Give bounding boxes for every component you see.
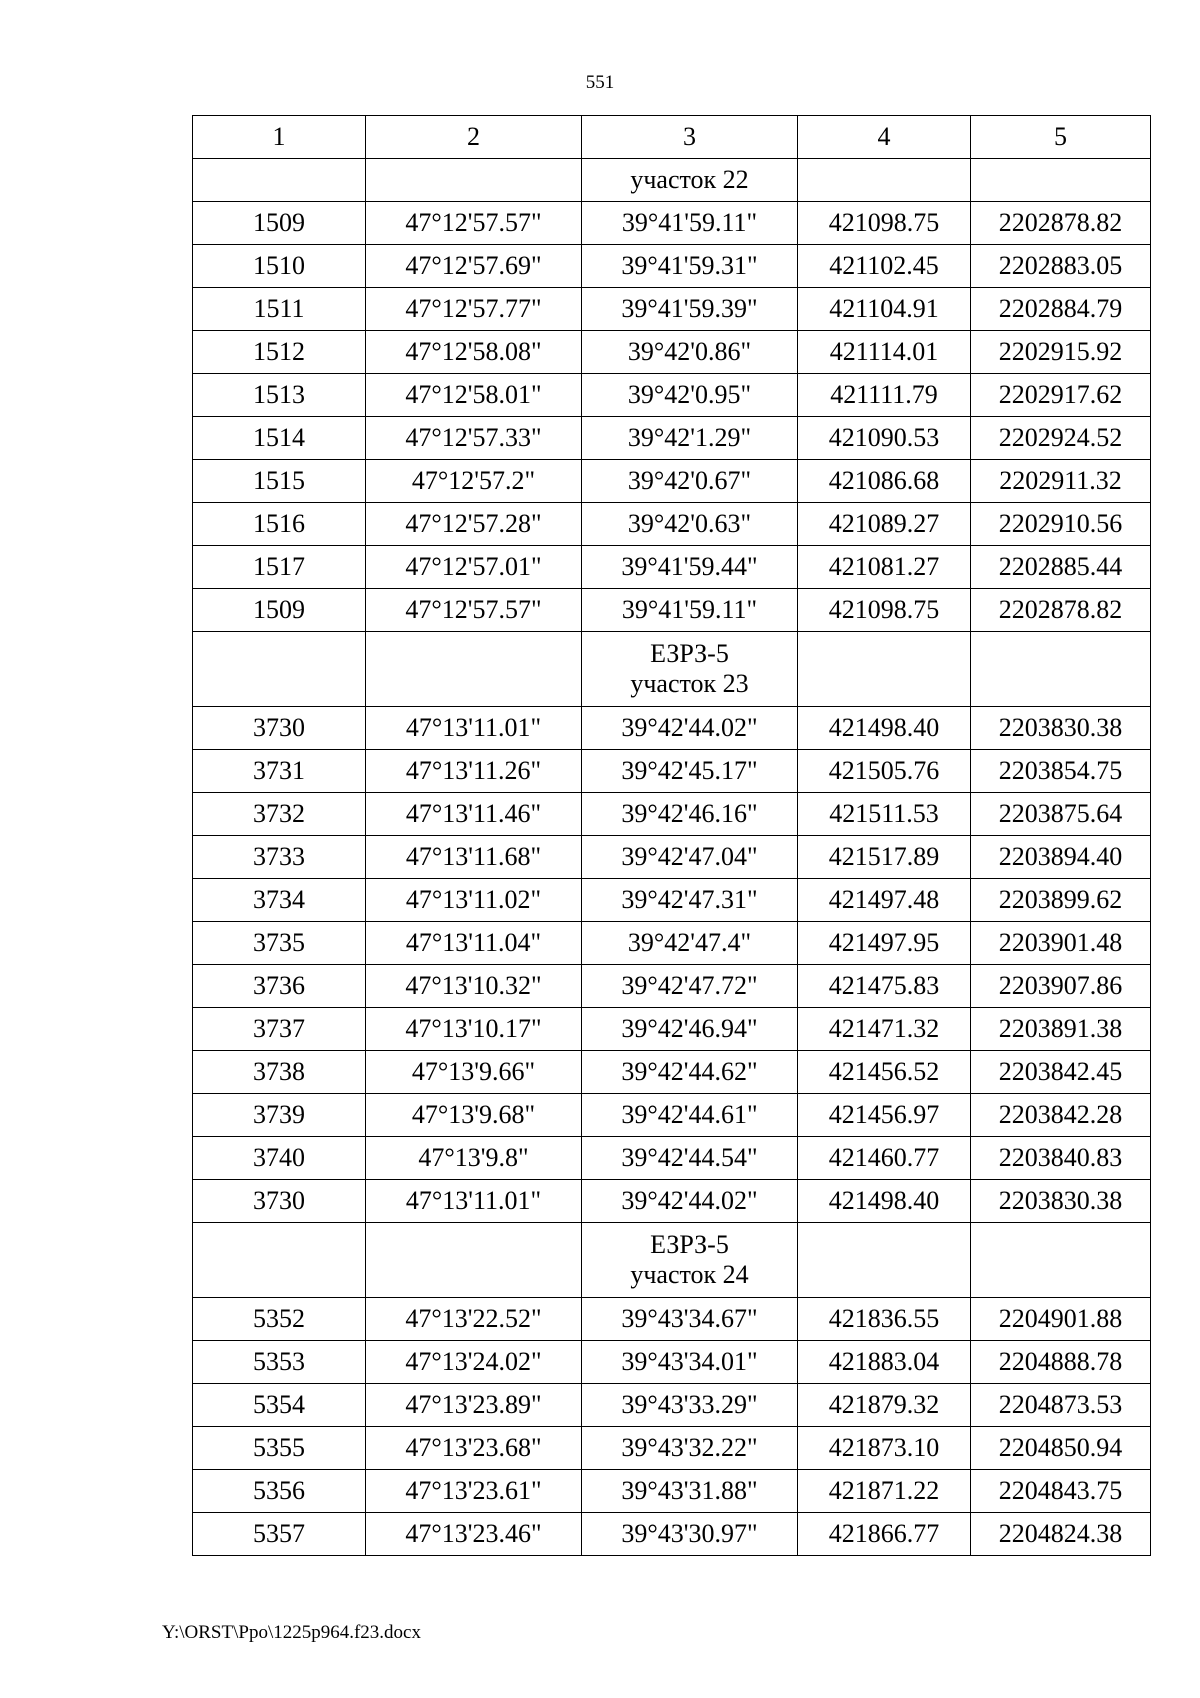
- y-coordinate-cell: 2203907.86: [971, 965, 1151, 1008]
- table-row: [193, 546, 1151, 589]
- longitude-cell: 39°42'44.61": [582, 1094, 798, 1137]
- y-coordinate-cell: 2203875.64: [971, 793, 1151, 836]
- section-title-line: ЕЗРЗ-5: [650, 1230, 729, 1259]
- point-number-cell: 3740: [193, 1137, 366, 1180]
- y-coordinate-cell: 2203830.38: [971, 1180, 1151, 1223]
- longitude-cell: 39°42'0.95": [582, 374, 798, 417]
- empty-cell: [798, 159, 971, 202]
- x-coordinate-cell: 421873.10: [798, 1427, 971, 1470]
- longitude-cell: 39°43'31.88": [582, 1470, 798, 1513]
- y-coordinate-cell: 2204824.38: [971, 1513, 1151, 1556]
- point-number-cell: 1509: [193, 202, 366, 245]
- point-number-cell: 3739: [193, 1094, 366, 1137]
- point-number-cell: 5353: [193, 1341, 366, 1384]
- latitude-cell: 47°12'57.69": [366, 245, 582, 288]
- section-title-row: [193, 1223, 1151, 1298]
- longitude-cell: 39°43'30.97": [582, 1513, 798, 1556]
- table-row: [193, 1008, 1151, 1051]
- longitude-cell: 39°42'44.02": [582, 707, 798, 750]
- latitude-cell: 47°13'10.17": [366, 1008, 582, 1051]
- y-coordinate-cell: 2203901.48: [971, 922, 1151, 965]
- point-number-cell: 3731: [193, 750, 366, 793]
- longitude-cell: 39°41'59.11": [582, 589, 798, 632]
- latitude-cell: 47°12'57.77": [366, 288, 582, 331]
- y-coordinate-cell: 2202878.82: [971, 202, 1151, 245]
- longitude-cell: 39°42'47.31": [582, 879, 798, 922]
- longitude-cell: 39°42'44.62": [582, 1051, 798, 1094]
- point-number-cell: 1510: [193, 245, 366, 288]
- point-number-cell: 5356: [193, 1470, 366, 1513]
- y-coordinate-cell: 2204901.88: [971, 1298, 1151, 1341]
- longitude-cell: 39°42'46.16": [582, 793, 798, 836]
- longitude-cell: 39°42'44.54": [582, 1137, 798, 1180]
- y-coordinate-cell: 2204843.75: [971, 1470, 1151, 1513]
- table-row: [193, 503, 1151, 546]
- table-row: [193, 1341, 1151, 1384]
- table-row: [193, 836, 1151, 879]
- x-coordinate-cell: 421102.45: [798, 245, 971, 288]
- longitude-cell: 39°42'0.67": [582, 460, 798, 503]
- table-row: [193, 202, 1151, 245]
- table-row: [193, 331, 1151, 374]
- latitude-cell: 47°12'57.57": [366, 202, 582, 245]
- longitude-cell: 39°43'34.67": [582, 1298, 798, 1341]
- latitude-cell: 47°13'11.46": [366, 793, 582, 836]
- longitude-cell: 39°41'59.11": [582, 202, 798, 245]
- y-coordinate-cell: 2204888.78: [971, 1341, 1151, 1384]
- x-coordinate-cell: 421871.22: [798, 1470, 971, 1513]
- point-number-cell: 3735: [193, 922, 366, 965]
- table-row: [193, 750, 1151, 793]
- table-row: [193, 1384, 1151, 1427]
- latitude-cell: 47°13'9.66": [366, 1051, 582, 1094]
- x-coordinate-cell: 421456.97: [798, 1094, 971, 1137]
- table-row: [193, 374, 1151, 417]
- point-number-cell: 5357: [193, 1513, 366, 1556]
- x-coordinate-cell: 421497.95: [798, 922, 971, 965]
- x-coordinate-cell: 421511.53: [798, 793, 971, 836]
- x-coordinate-cell: 421475.83: [798, 965, 971, 1008]
- empty-cell: [193, 632, 366, 707]
- y-coordinate-cell: 2202924.52: [971, 417, 1151, 460]
- section-title-row: [193, 159, 1151, 202]
- table-row: [193, 589, 1151, 632]
- table-row: [193, 1298, 1151, 1341]
- point-number-cell: 5355: [193, 1427, 366, 1470]
- latitude-cell: 47°13'10.32": [366, 965, 582, 1008]
- y-coordinate-cell: 2202885.44: [971, 546, 1151, 589]
- x-coordinate-cell: 421114.01: [798, 331, 971, 374]
- latitude-cell: 47°13'23.46": [366, 1513, 582, 1556]
- page-number: 551: [585, 72, 615, 93]
- x-coordinate-cell: 421498.40: [798, 1180, 971, 1223]
- section-title-line: ЕЗРЗ-5: [650, 639, 729, 668]
- section-title-line: участок 24: [630, 1260, 749, 1289]
- section-title-line: участок 23: [630, 669, 749, 698]
- column-header: 2: [366, 116, 582, 159]
- point-number-cell: 3732: [193, 793, 366, 836]
- table-row: [193, 793, 1151, 836]
- latitude-cell: 47°13'11.01": [366, 707, 582, 750]
- point-number-cell: 5354: [193, 1384, 366, 1427]
- longitude-cell: 39°42'46.94": [582, 1008, 798, 1051]
- x-coordinate-cell: 421505.76: [798, 750, 971, 793]
- longitude-cell: 39°42'0.63": [582, 503, 798, 546]
- table-row: [193, 879, 1151, 922]
- latitude-cell: 47°13'23.68": [366, 1427, 582, 1470]
- column-header: 1: [193, 116, 366, 159]
- x-coordinate-cell: 421086.68: [798, 460, 971, 503]
- longitude-cell: 39°42'47.4": [582, 922, 798, 965]
- longitude-cell: 39°41'59.39": [582, 288, 798, 331]
- y-coordinate-cell: 2203840.83: [971, 1137, 1151, 1180]
- empty-cell: [193, 159, 366, 202]
- x-coordinate-cell: 421498.40: [798, 707, 971, 750]
- point-number-cell: 3733: [193, 836, 366, 879]
- x-coordinate-cell: 421883.04: [798, 1341, 971, 1384]
- x-coordinate-cell: 421460.77: [798, 1137, 971, 1180]
- x-coordinate-cell: 421866.77: [798, 1513, 971, 1556]
- x-coordinate-cell: 421090.53: [798, 417, 971, 460]
- section-title-cell: [582, 159, 798, 202]
- empty-cell: [798, 632, 971, 707]
- latitude-cell: 47°12'57.28": [366, 503, 582, 546]
- latitude-cell: 47°13'9.8": [366, 1137, 582, 1180]
- point-number-cell: 1512: [193, 331, 366, 374]
- latitude-cell: 47°13'23.89": [366, 1384, 582, 1427]
- point-number-cell: 1516: [193, 503, 366, 546]
- table-row: [193, 1180, 1151, 1223]
- point-number-cell: 1517: [193, 546, 366, 589]
- section-title-line: участок 22: [630, 165, 749, 194]
- section-title-row: [193, 632, 1151, 707]
- latitude-cell: 47°13'11.04": [366, 922, 582, 965]
- longitude-cell: 39°43'32.22": [582, 1427, 798, 1470]
- latitude-cell: 47°13'11.68": [366, 836, 582, 879]
- column-header: 5: [971, 116, 1151, 159]
- coordinates-table-body: [193, 116, 1151, 1556]
- longitude-cell: 39°41'59.31": [582, 245, 798, 288]
- empty-cell: [366, 1223, 582, 1298]
- y-coordinate-cell: 2203894.40: [971, 836, 1151, 879]
- y-coordinate-cell: 2202915.92: [971, 331, 1151, 374]
- y-coordinate-cell: 2203842.28: [971, 1094, 1151, 1137]
- y-coordinate-cell: 2202910.56: [971, 503, 1151, 546]
- latitude-cell: 47°12'57.33": [366, 417, 582, 460]
- empty-cell: [193, 1223, 366, 1298]
- y-coordinate-cell: 2204873.53: [971, 1384, 1151, 1427]
- y-coordinate-cell: 2203842.45: [971, 1051, 1151, 1094]
- empty-cell: [971, 632, 1151, 707]
- section-title-cell: [582, 1223, 798, 1298]
- longitude-cell: 39°43'34.01": [582, 1341, 798, 1384]
- latitude-cell: 47°12'57.2": [366, 460, 582, 503]
- table-row: [193, 1094, 1151, 1137]
- table-row: [193, 1137, 1151, 1180]
- table-header-row: [193, 116, 1151, 159]
- x-coordinate-cell: 421104.91: [798, 288, 971, 331]
- point-number-cell: 5352: [193, 1298, 366, 1341]
- longitude-cell: 39°42'47.04": [582, 836, 798, 879]
- point-number-cell: 3736: [193, 965, 366, 1008]
- empty-cell: [971, 1223, 1151, 1298]
- table-row: [193, 922, 1151, 965]
- latitude-cell: 47°13'9.68": [366, 1094, 582, 1137]
- table-row: [193, 460, 1151, 503]
- x-coordinate-cell: 421098.75: [798, 202, 971, 245]
- latitude-cell: 47°13'11.01": [366, 1180, 582, 1223]
- y-coordinate-cell: 2203830.38: [971, 707, 1151, 750]
- latitude-cell: 47°12'58.01": [366, 374, 582, 417]
- latitude-cell: 47°12'57.01": [366, 546, 582, 589]
- point-number-cell: 3734: [193, 879, 366, 922]
- x-coordinate-cell: 421471.32: [798, 1008, 971, 1051]
- y-coordinate-cell: 2202884.79: [971, 288, 1151, 331]
- longitude-cell: 39°41'59.44": [582, 546, 798, 589]
- x-coordinate-cell: 421497.48: [798, 879, 971, 922]
- longitude-cell: 39°42'44.02": [582, 1180, 798, 1223]
- empty-cell: [366, 159, 582, 202]
- x-coordinate-cell: 421098.75: [798, 589, 971, 632]
- x-coordinate-cell: 421081.27: [798, 546, 971, 589]
- y-coordinate-cell: 2203854.75: [971, 750, 1151, 793]
- y-coordinate-cell: 2202917.62: [971, 374, 1151, 417]
- x-coordinate-cell: 421111.79: [798, 374, 971, 417]
- latitude-cell: 47°13'11.02": [366, 879, 582, 922]
- longitude-cell: 39°42'1.29": [582, 417, 798, 460]
- table-row: [193, 1470, 1151, 1513]
- column-header: 3: [582, 116, 798, 159]
- section-title-cell: [582, 632, 798, 707]
- point-number-cell: 3730: [193, 707, 366, 750]
- table-row: [193, 1427, 1151, 1470]
- longitude-cell: 39°42'47.72": [582, 965, 798, 1008]
- y-coordinate-cell: 2202911.32: [971, 460, 1151, 503]
- table-row: [193, 1513, 1151, 1556]
- latitude-cell: 47°13'23.61": [366, 1470, 582, 1513]
- empty-cell: [366, 632, 582, 707]
- longitude-cell: 39°42'0.86": [582, 331, 798, 374]
- x-coordinate-cell: 421879.32: [798, 1384, 971, 1427]
- table-row: [193, 288, 1151, 331]
- table-row: [193, 245, 1151, 288]
- longitude-cell: 39°43'33.29": [582, 1384, 798, 1427]
- point-number-cell: 1514: [193, 417, 366, 460]
- table-row: [193, 417, 1151, 460]
- point-number-cell: 3737: [193, 1008, 366, 1051]
- table-row: [193, 707, 1151, 750]
- y-coordinate-cell: 2202883.05: [971, 245, 1151, 288]
- latitude-cell: 47°13'11.26": [366, 750, 582, 793]
- x-coordinate-cell: 421836.55: [798, 1298, 971, 1341]
- y-coordinate-cell: 2204850.94: [971, 1427, 1151, 1470]
- latitude-cell: 47°13'22.52": [366, 1298, 582, 1341]
- point-number-cell: 3738: [193, 1051, 366, 1094]
- point-number-cell: 1511: [193, 288, 366, 331]
- x-coordinate-cell: 421456.52: [798, 1051, 971, 1094]
- point-number-cell: 3730: [193, 1180, 366, 1223]
- point-number-cell: 1509: [193, 589, 366, 632]
- y-coordinate-cell: 2203899.62: [971, 879, 1151, 922]
- x-coordinate-cell: 421517.89: [798, 836, 971, 879]
- table-row: [193, 965, 1151, 1008]
- empty-cell: [798, 1223, 971, 1298]
- y-coordinate-cell: 2202878.82: [971, 589, 1151, 632]
- empty-cell: [971, 159, 1151, 202]
- x-coordinate-cell: 421089.27: [798, 503, 971, 546]
- latitude-cell: 47°12'58.08": [366, 331, 582, 374]
- latitude-cell: 47°12'57.57": [366, 589, 582, 632]
- column-header: 4: [798, 116, 971, 159]
- coordinates-table: [192, 115, 1151, 1556]
- latitude-cell: 47°13'24.02": [366, 1341, 582, 1384]
- point-number-cell: 1515: [193, 460, 366, 503]
- table-row: [193, 1051, 1151, 1094]
- y-coordinate-cell: 2203891.38: [971, 1008, 1151, 1051]
- longitude-cell: 39°42'45.17": [582, 750, 798, 793]
- point-number-cell: 1513: [193, 374, 366, 417]
- footer-file-path: Y:\ORST\Ppo\1225p964.f23.docx: [162, 1622, 421, 1643]
